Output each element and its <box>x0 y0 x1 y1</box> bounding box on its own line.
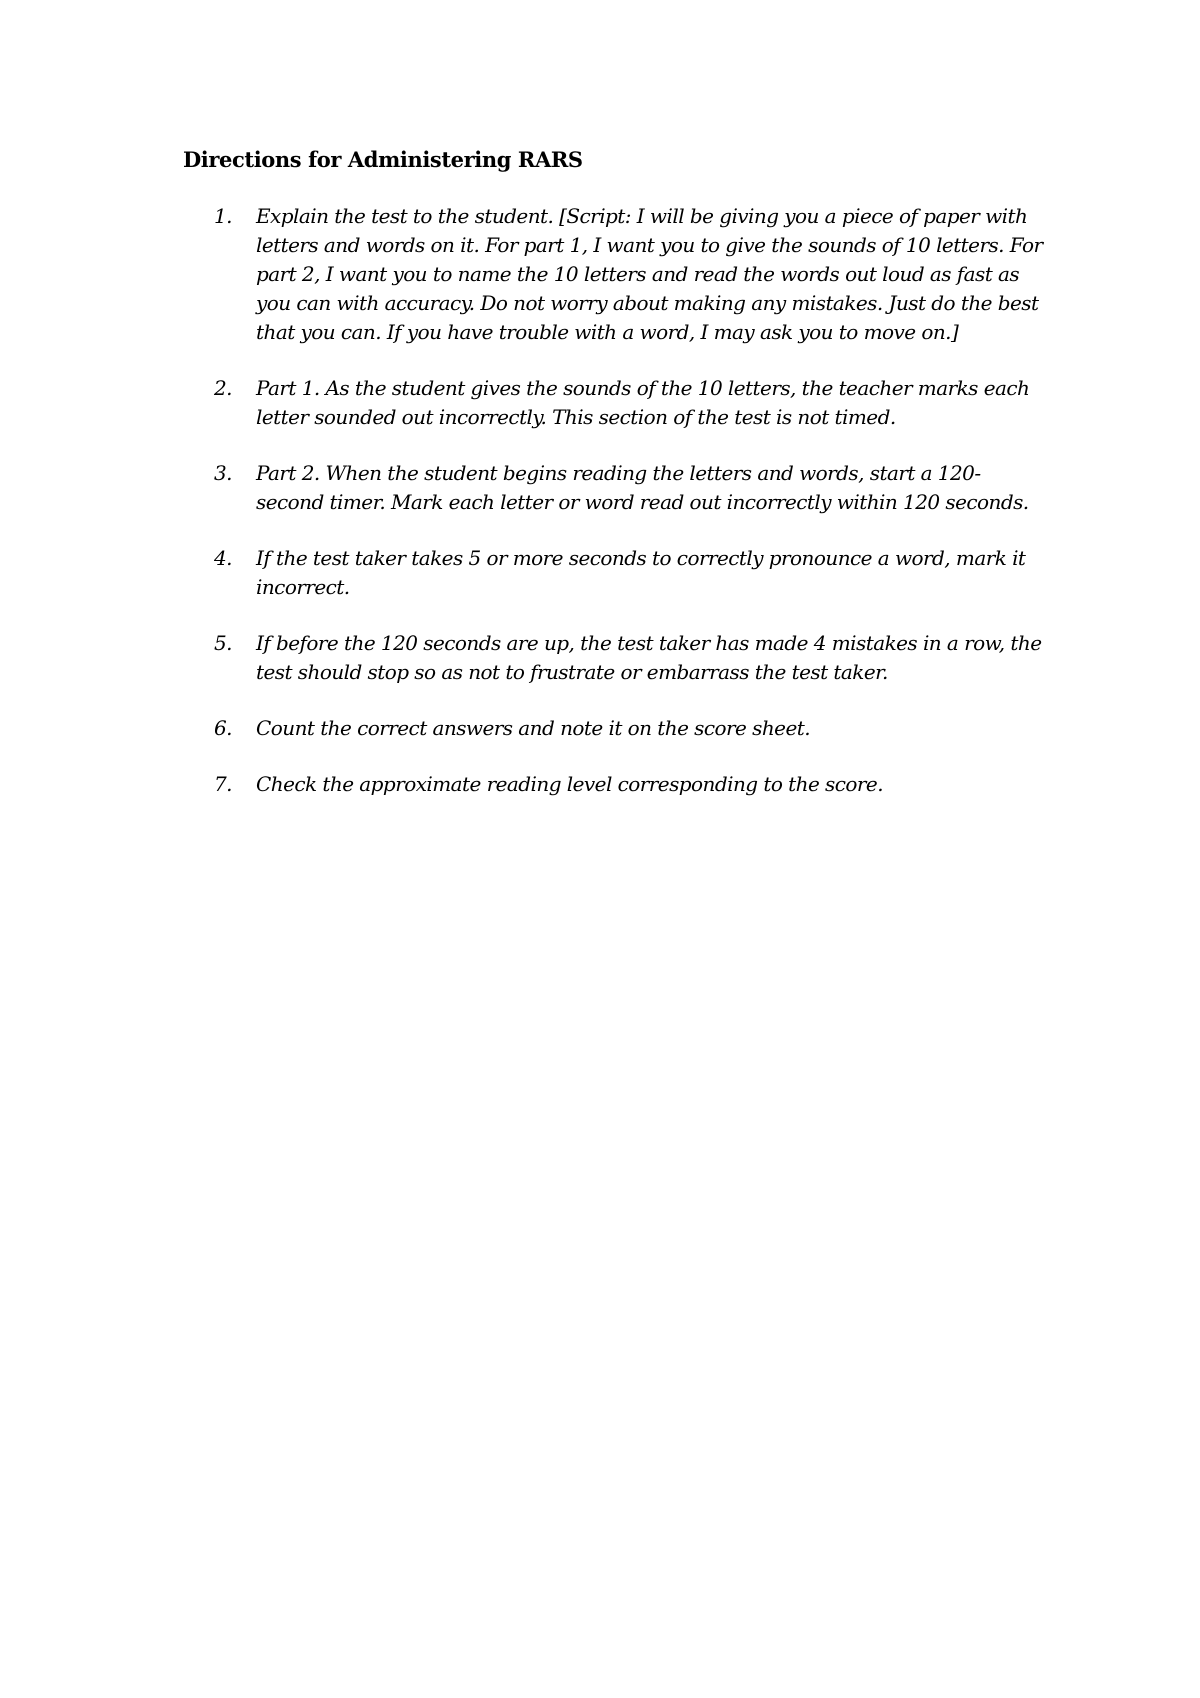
item-text: Part 2. When the student begins reading the letters and words, start a 120-second timer. Mark each letter or word read out incorrectly within 120 seconds. <box>256 461 1029 514</box>
list-item <box>214 629 1044 687</box>
list-item <box>214 544 1044 602</box>
item-text: If before the 120 seconds are up, the test taker has made 4 mistakes in a row, the test should stop so as not to frustrate or embarrass the test taker. <box>256 631 1042 684</box>
item-number: 1. <box>214 204 232 228</box>
document-title: Directions for Administering RARS <box>183 147 583 172</box>
item-text: If the test taker takes 5 or more seconds to correctly pronounce a word, mark it incorrect. <box>256 546 1026 599</box>
item-text: Check the approximate reading level corresponding to the score. <box>256 772 884 796</box>
item-number: 6. <box>214 716 232 740</box>
list-item <box>214 374 1044 432</box>
item-number: 5. <box>214 631 232 655</box>
item-text: Explain the test to the student. [Script: I will be giving you a piece of paper with letters and words on it. For part 1, I want you to give the sounds of 10 letters. For part 2, I want you to name the 10 letters and read the words out loud as fast as you can with accuracy. Do not worry about making any mistakes. Just do the best that you can. If you have trouble with a word, I may ask you to move on.] <box>256 204 1043 344</box>
list-item <box>214 714 1044 743</box>
item-number: 4. <box>214 546 232 570</box>
list-item <box>214 770 1044 799</box>
item-number: 2. <box>214 376 232 400</box>
list-item <box>214 459 1044 517</box>
item-number: 7. <box>214 772 232 796</box>
directions-list <box>214 202 1044 826</box>
item-text: Part 1. As the student gives the sounds of the 10 letters, the teacher marks each letter sounded out incorrectly. This section of the test is not timed. <box>256 376 1030 429</box>
item-number: 3. <box>214 461 232 485</box>
item-text: Count the correct answers and note it on the score sheet. <box>256 716 811 740</box>
list-item <box>214 202 1044 347</box>
